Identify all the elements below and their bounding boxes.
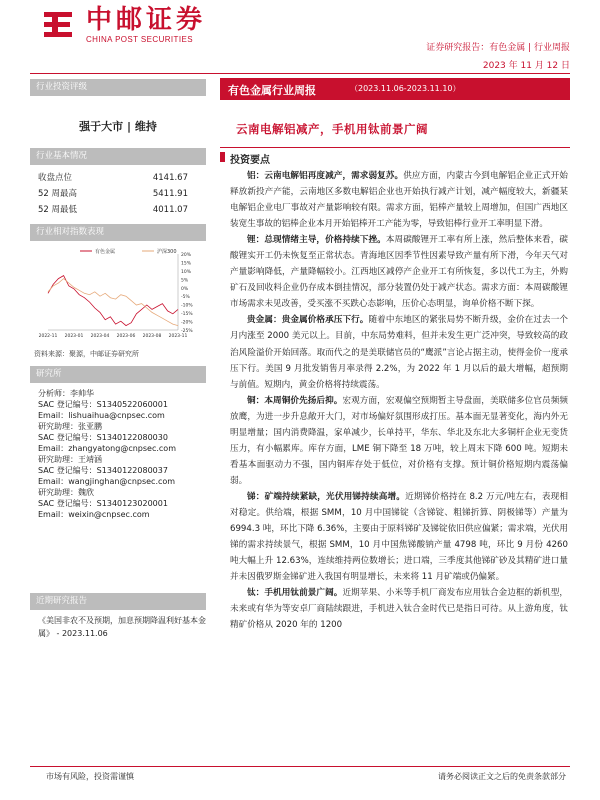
basics-row — [38, 171, 188, 185]
y-tick-label: -5% — [181, 295, 190, 301]
analyst-block — [38, 388, 168, 421]
recent-reports-header: 近期研究报告 — [30, 593, 206, 610]
x-tick-label: 2023-01 — [64, 334, 84, 339]
recent-report-link[interactable]: 《美国非农不及预期，加息预期降温利好基本金属》 - 2023.11.06 — [38, 616, 206, 638]
paragraph-text: 随着中东地区的紧张局势不断升级，金价在过去一个月内涨至 2000 美元以上。目前，中东局势难料，但并未发生更广泛冲突，导致较高的政治风险溢价开始回落。取而代之的是美联储官员的“鹰派”言论占据主动，使得金价一度承压下行。美国 9 月批发销售月率录得 2.2%，为 2022 年 1 月以后的最大增幅，超预期与前值。短期内，黄金价格将持续震荡。 — [230, 315, 568, 390]
report-headline: 云南电解铝减产，手机用钛前景广阔 — [236, 122, 428, 136]
legend-label: 有色金属 — [95, 249, 116, 255]
section-marker-icon — [220, 152, 225, 162]
paragraph-text: 近期苹果、小米等手机厂商发布应用钛合金边框的新机型，未来或有华为等安卓厂商陆续跟进，手机进入钛合金时代已是指日可待。从上游角度，钛精矿价格从 2020 年的 1200 — [230, 588, 568, 631]
report-title-bar — [220, 78, 570, 100]
basics-row — [38, 203, 188, 217]
report-date: 2023 年 11 月 12 日 — [482, 61, 570, 71]
relative-performance-chart — [30, 246, 206, 346]
paragraph-text: 宏观方面，宏观偏空预期暂主导盘面，美联储多位官员频频放鹰，为进一步升息敞开大门，对市场偏好氛围形成打压。基本面无显著变化，海内外无明显增量；国内消费降温，家单减少，长单持平，华东、华北及东北大多铜杆企业无变货压力，有小幅累库。库存方面，LME 铜下降至 18 万吨，较上周末下降 600 吨。短期未看基本面驱动力不强，国内铜库存处于低位，对价格有支撑。预计铜价格短期内震荡偏弱。 — [230, 395, 568, 486]
basics-label: 52 周最高 — [38, 189, 78, 199]
china-post-emblem-icon — [40, 6, 76, 42]
research-header: 研究所 — [30, 366, 206, 383]
analyst-role: 研究助理：张亚鹏 — [38, 422, 102, 431]
analyst-block — [38, 454, 175, 487]
x-tick-label: 2023-06 — [116, 334, 136, 339]
paragraph-heading: 贵金属：贵金属价格承压下行。 — [247, 315, 369, 326]
analyst-block — [38, 487, 168, 520]
x-tick-label: 2023-08 — [142, 334, 162, 339]
report-category: 证券研究报告：有色金属 | 行业周报 — [426, 43, 570, 53]
industry-rating: 强于大市 | 维持 — [79, 120, 157, 133]
paragraph-precious-metals — [230, 312, 568, 392]
analyst-block — [38, 421, 176, 454]
paragraph-lithium — [230, 232, 568, 312]
paragraph-heading: 钛：手机用钛前景广阔。 — [247, 588, 343, 599]
legal-disclaimer: 请务必阅读正文之后的免责条款部分 — [438, 772, 566, 781]
paragraph-heading: 锑：矿端持续紧缺，光伏用锑持续高增。 — [247, 491, 406, 502]
paragraph-antimony — [230, 489, 568, 585]
logo-chinese-name: 中邮证券 — [86, 5, 207, 35]
analyst-sac: SAC 登记编号：S1340122080037 — [38, 466, 168, 475]
y-tick-label: 5% — [181, 278, 189, 284]
report-date-range: （2023.11.06-2023.11.10） — [350, 84, 461, 93]
analyst-sac: SAC 登记编号：S1340522060001 — [38, 400, 168, 409]
basics-row — [38, 187, 188, 201]
paragraph-heading: 铝：云南电解铝再度减产，需求弱复苏。 — [247, 171, 404, 181]
series-line-0 — [48, 276, 178, 326]
basics-value: 4141.67 — [152, 173, 188, 183]
y-tick-label: -20% — [181, 320, 193, 326]
basics-value: 5411.91 — [152, 189, 188, 199]
paragraph-text: 供应方面，内蒙古今到电解铝企业正式开始释放新投产产能，云南地区多数电解铝企业也开始执行减产计划，减产幅度较大，新疆某电解铝企业电厂事故对产量影响较有限。需求方面，铝棒产量较上周增加，但国广西地区装宽生事故的铝棒企业本月开始铝棒开工产能为零，导致铝棒行业开工率明显下滑。 — [230, 171, 568, 230]
y-tick-label: -15% — [181, 312, 193, 318]
paragraph-text: 本周碳酸锂开工率有所上涨，然后整体来看，碳酸锂实开工仍未恢复至正常状态。青海地区因季节性因素导致产量有所下滑，今年天气对产量影响降低，产量降幅较小。江西地区减停产企业开工有所恢复，多以代工为主，外购矿石及回收料企业仍存成本倒挂情况，部分装置仍处于减产状态。需求方面：本周碳酸锂市场需求未见改善，受买涨不买跌心态影响，压价心态明显，询单价格不断下探。 — [230, 235, 568, 310]
paragraph-titanium — [230, 585, 568, 633]
paragraph-aluminum — [230, 168, 568, 232]
analyst-role: 分析师：李帅华 — [38, 389, 94, 398]
y-tick-label: 0% — [181, 286, 189, 292]
analyst-email[interactable]: Email：lishuaihua@cnpsec.com — [38, 411, 165, 420]
basics-label: 52 周最低 — [38, 205, 78, 215]
paragraph-heading: 铜：本周铜价先扬后抑。 — [247, 395, 343, 406]
series-line-1 — [48, 279, 178, 326]
basics-value: 4011.07 — [152, 205, 188, 215]
x-tick-label: 2023-11 — [168, 334, 188, 339]
analyst-role: 研究助理：魏欣 — [38, 488, 94, 497]
logo-english-name: CHINA POST SECURITIES — [86, 35, 193, 44]
investment-points-body — [230, 168, 568, 633]
paragraph-text: 近期锑价格持在 8.2 万元/吨左右，表现相对稳定。供给端，根据 SMM，10 月中国锑锭（含锑锭、粗锑折算、阴极锑等）产量为 6994.3 吨，环比下降 6.36%，主要由于原料锑矿及锑锭依旧供应偏紧；需求端，光伏用锑的需求持续景气，根据 SMM，10 月中国焦锑酸钠产量 4798 吨，环比 9 月份 4260 吨大幅上升 12.63%，连续维持两位数增长；进口端，三季度其他锑矿砂及其精矿进口量并未因俄罗斯金锑矿进入我国有明显增长，未来将 11 月矿端或仍偏紧。 — [230, 491, 568, 583]
paragraph-heading: 锂：总现情绪主导，价格持续下挫。 — [247, 235, 386, 246]
rating-header: 行业投资评级 — [30, 79, 206, 96]
analyst-email[interactable]: Email：weixin@cnpsec.com — [38, 510, 150, 519]
x-tick-label: 2023-04 — [90, 334, 110, 339]
basics-header: 行业基本情况 — [30, 148, 206, 165]
x-tick-label: 2022-11 — [38, 334, 58, 339]
y-tick-label: 15% — [181, 261, 192, 267]
investment-points-title: 投资要点 — [230, 155, 270, 166]
analyst-sac: SAC 登记编号：S1340122080030 — [38, 433, 168, 442]
report-title: 有色金属行业周报 — [228, 84, 316, 97]
basics-label: 收盘点位 — [38, 173, 73, 183]
paragraph-copper — [230, 393, 568, 489]
y-tick-label: 10% — [181, 269, 192, 275]
section-divider — [220, 147, 570, 148]
risk-disclaimer: 市场有风险，投资需谨慎 — [46, 772, 134, 781]
chart-header: 行业相对指数表现 — [30, 224, 206, 241]
y-tick-label: -25% — [181, 329, 193, 334]
header-divider — [30, 73, 570, 74]
chart-source: 资料来源：聚源，中邮证券研究所 — [34, 350, 139, 358]
analyst-email[interactable]: Email：wangjinghan@cnpsec.com — [38, 477, 176, 486]
analyst-sac: SAC 登记编号：S1340123020001 — [38, 499, 168, 508]
analyst-role: 研究助理：王靖涵 — [38, 455, 102, 464]
y-tick-label: -10% — [181, 303, 193, 309]
y-tick-label: 20% — [181, 253, 192, 258]
analyst-email[interactable]: Email：zhangyatong@cnpsec.com — [38, 444, 176, 453]
company-logo — [40, 6, 220, 46]
legend-label: 沪深300 — [157, 249, 177, 255]
footer-divider — [30, 766, 570, 767]
